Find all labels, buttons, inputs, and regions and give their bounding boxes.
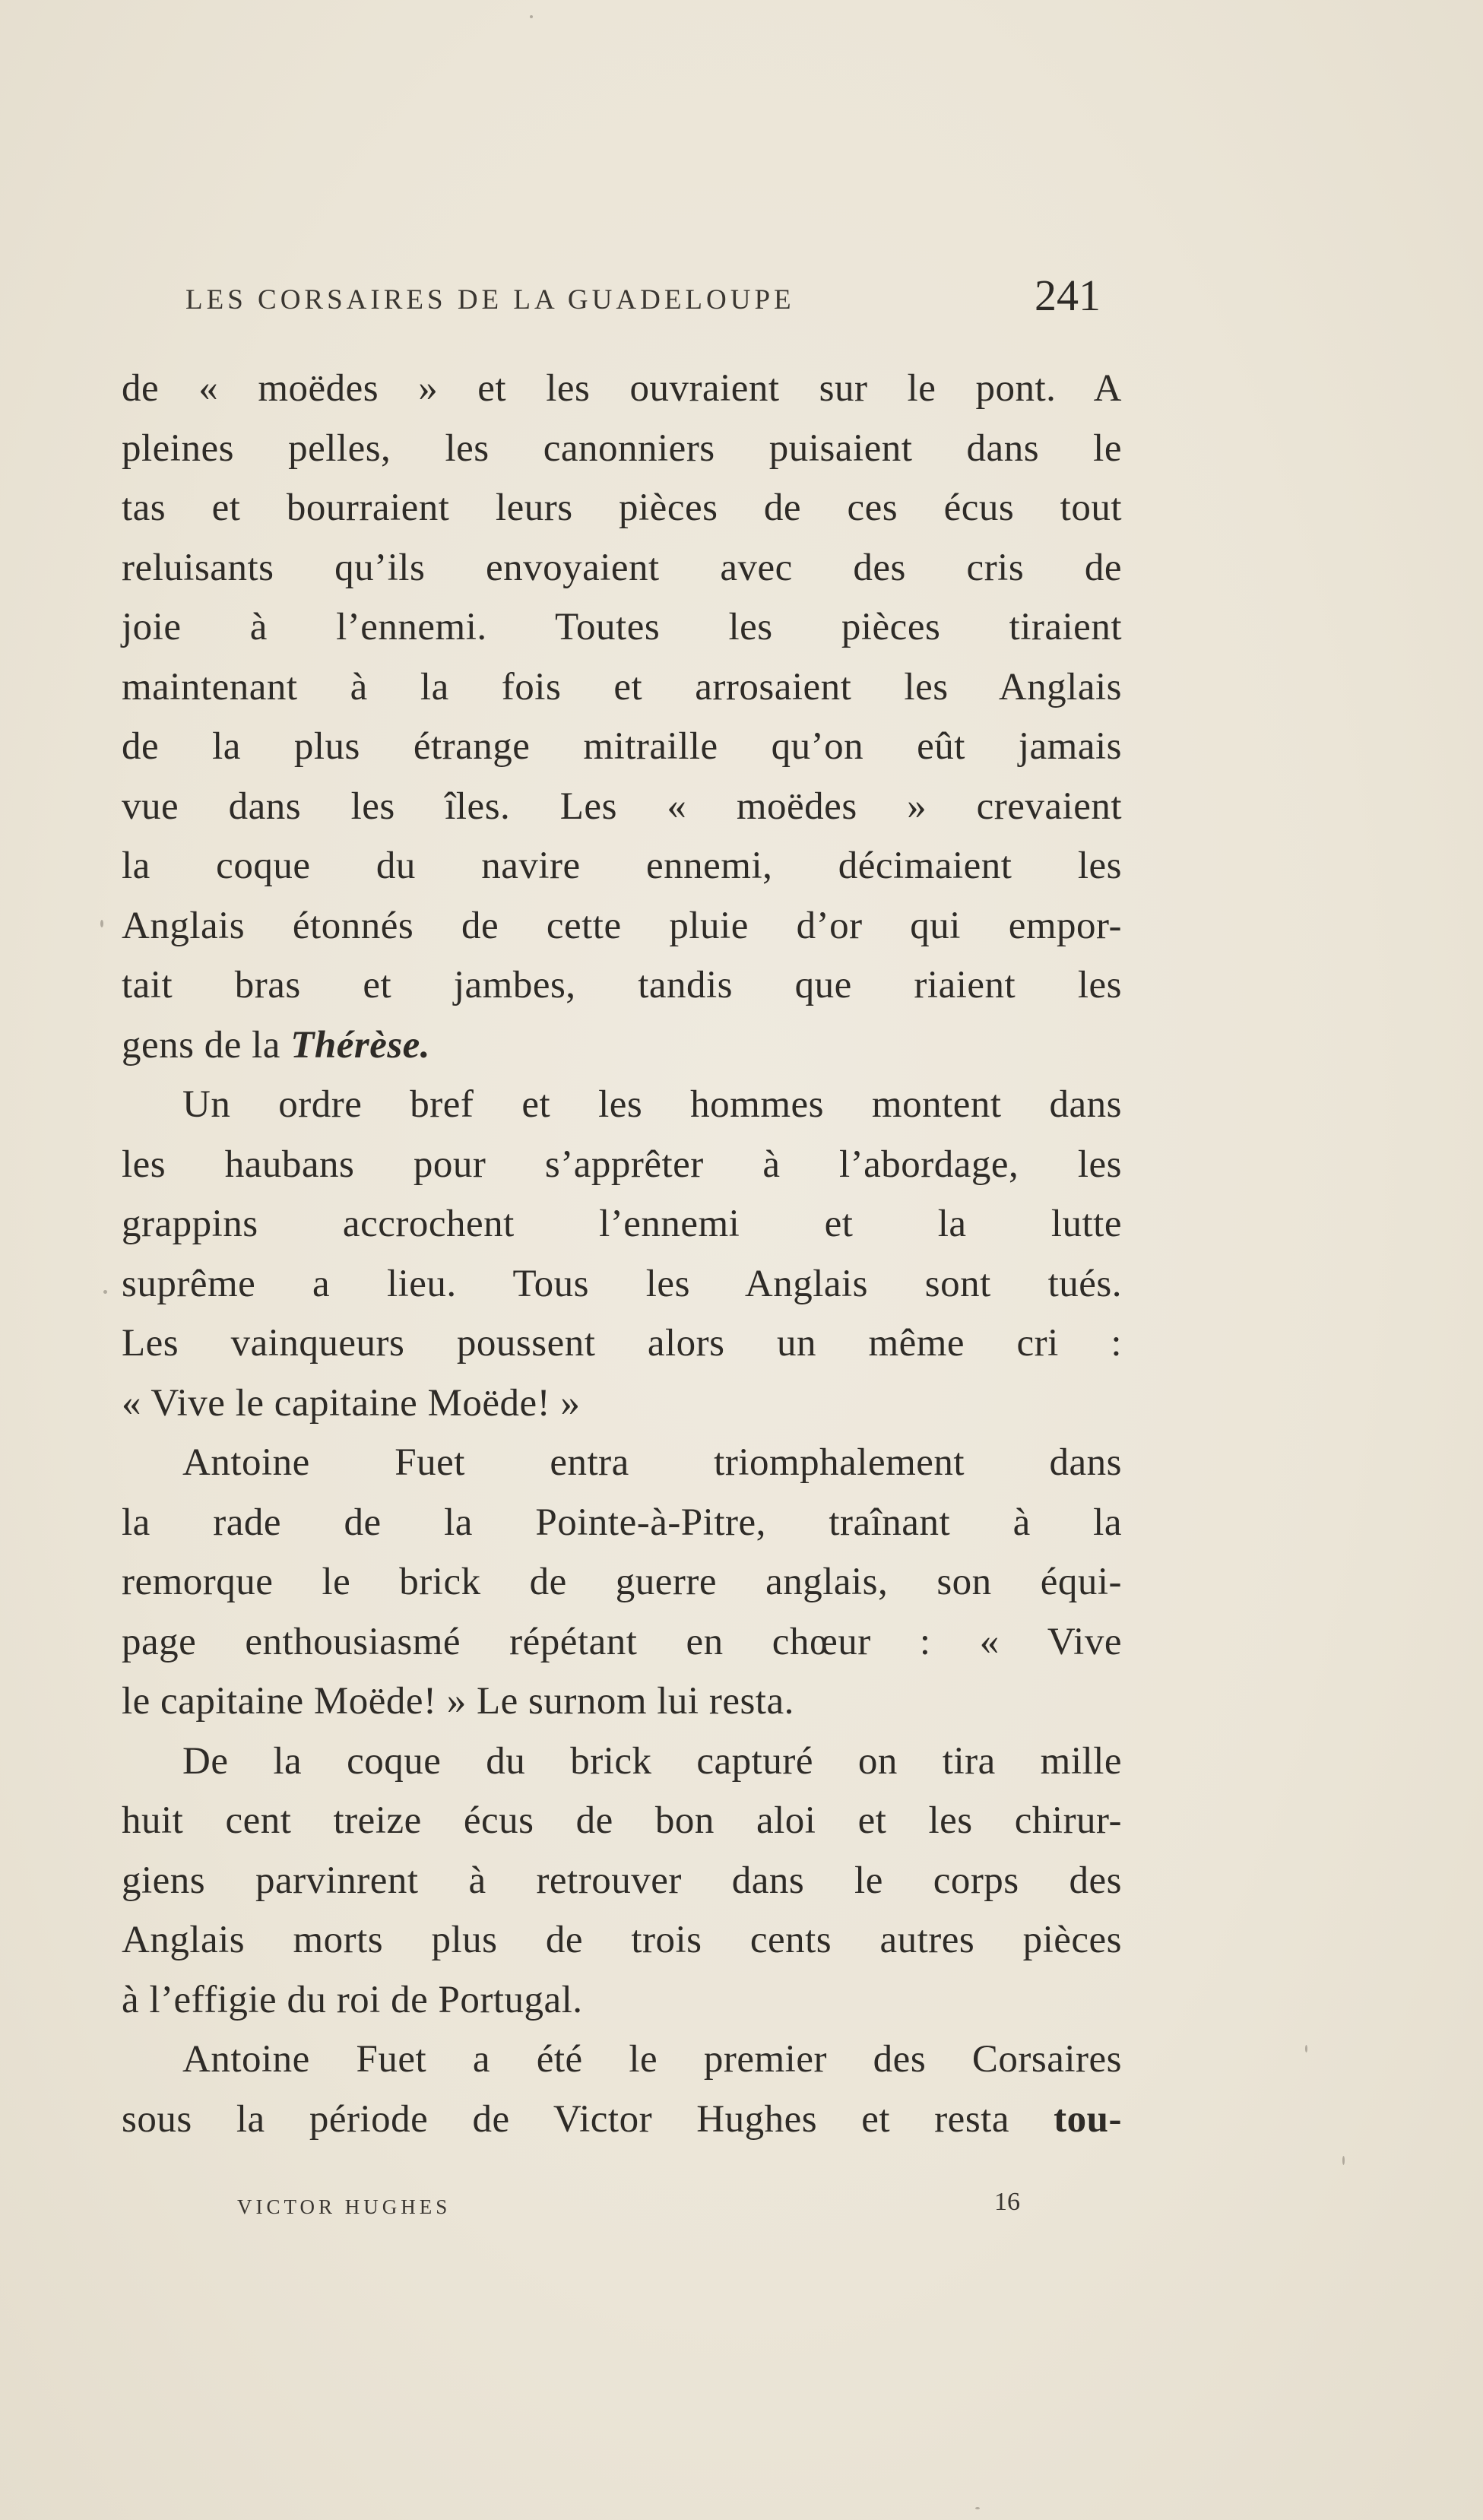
paragraph-3 xyxy=(122,1433,1122,1732)
paragraph-2 xyxy=(122,1075,1122,1433)
text-line: huit cent treize écus de bon aloi et les chirur- xyxy=(122,1799,1122,1842)
running-head xyxy=(122,270,1110,331)
paragraph-5 xyxy=(122,2030,1122,2149)
text-line: « Vive le capitaine Moëde! » xyxy=(122,1381,581,1425)
text-line: Anglais morts plus de trois cents autres pièces xyxy=(122,1919,1122,1961)
text-line: Antoine Fuet entra triomphalement dans xyxy=(182,1441,1122,1484)
page-number: 241 xyxy=(1035,271,1101,320)
text-line: maintenant à la fois et arrosaient les Anglais xyxy=(122,665,1122,708)
hyphenated-word: tou- xyxy=(1054,2097,1122,2141)
paper-speck xyxy=(1305,2045,1307,2052)
text-line: joie à l’ennemi. Toutes les pièces tiraient xyxy=(122,606,1122,648)
text-fragment: sous la période de Victor Hughes et resta xyxy=(122,2097,1054,2141)
text-line: Anglais étonnés de cette pluie d’or qui empor- xyxy=(122,904,1122,947)
text-line: vue dans les îles. Les « moëdes » crevaient xyxy=(122,785,1122,828)
text-line: de la plus étrange mitraille qu’on eût jamais xyxy=(122,725,1122,768)
ship-name: Thérèse. xyxy=(290,1023,431,1067)
text-line: Les vainqueurs poussent alors un même cri : xyxy=(122,1322,1122,1365)
text-line: grappins accrochent l’ennemi et la lutte xyxy=(122,1203,1122,1245)
body-text xyxy=(122,359,1122,2149)
text-line: les haubans pour s’apprêter à l’abordage, les xyxy=(122,1143,1122,1186)
text-line: reluisants qu’ils envoyaient avec des cris de xyxy=(122,546,1122,589)
text-line: page enthousiasmé répétant en chœur : « Vive xyxy=(122,1620,1122,1663)
text-line: De la coque du brick capturé on tira mille xyxy=(182,1739,1122,1783)
paper-speck xyxy=(975,2507,980,2509)
paragraph-1 xyxy=(122,359,1122,1075)
text-line: Un ordre bref et les hommes montent dans xyxy=(182,1083,1122,1126)
text-line: tas et bourraient leurs pièces de ces écus tout xyxy=(122,487,1122,529)
text-line: Antoine Fuet a été le premier des Corsaires xyxy=(182,2038,1122,2081)
text-line xyxy=(122,2090,1122,2150)
text-line: à l’effigie du roi de Portugal. xyxy=(122,1978,583,2021)
text-line: suprême a lieu. Tous les Anglais sont tués. xyxy=(122,1262,1122,1305)
paper-speck xyxy=(1342,2156,1345,2165)
running-title: LES CORSAIRES DE LA GUADELOUPE xyxy=(185,284,795,315)
text-line xyxy=(122,1016,1122,1076)
text-line: la rade de la Pointe-à-Pitre, traînant à la xyxy=(122,1501,1122,1544)
paper-speck xyxy=(530,15,533,18)
text-line: pleines pelles, les canonniers puisaient dans le xyxy=(122,426,1122,470)
text-line: remorque le brick de guerre anglais, son équi- xyxy=(122,1561,1122,1603)
paper-speck xyxy=(100,920,103,927)
paragraph-4 xyxy=(122,1732,1122,2030)
text-line: de « moëdes » et les ouvraient sur le pont. A xyxy=(122,367,1122,410)
paper-speck xyxy=(103,1290,107,1294)
printer-signature: VICTOR HUGHES xyxy=(237,2195,452,2218)
text-line: giens parvinrent à retrouver dans le corps des xyxy=(122,1859,1122,1902)
signature-number: 16 xyxy=(994,2188,1020,2216)
text-line: la coque du navire ennemi, décimaient les xyxy=(122,845,1122,887)
text-fragment: gens de la xyxy=(122,1023,291,1067)
text-line: tait bras et jambes, tandis que riaient les xyxy=(122,964,1122,1006)
text-line: le capitaine Moëde! » Le surnom lui resta. xyxy=(122,1680,794,1723)
